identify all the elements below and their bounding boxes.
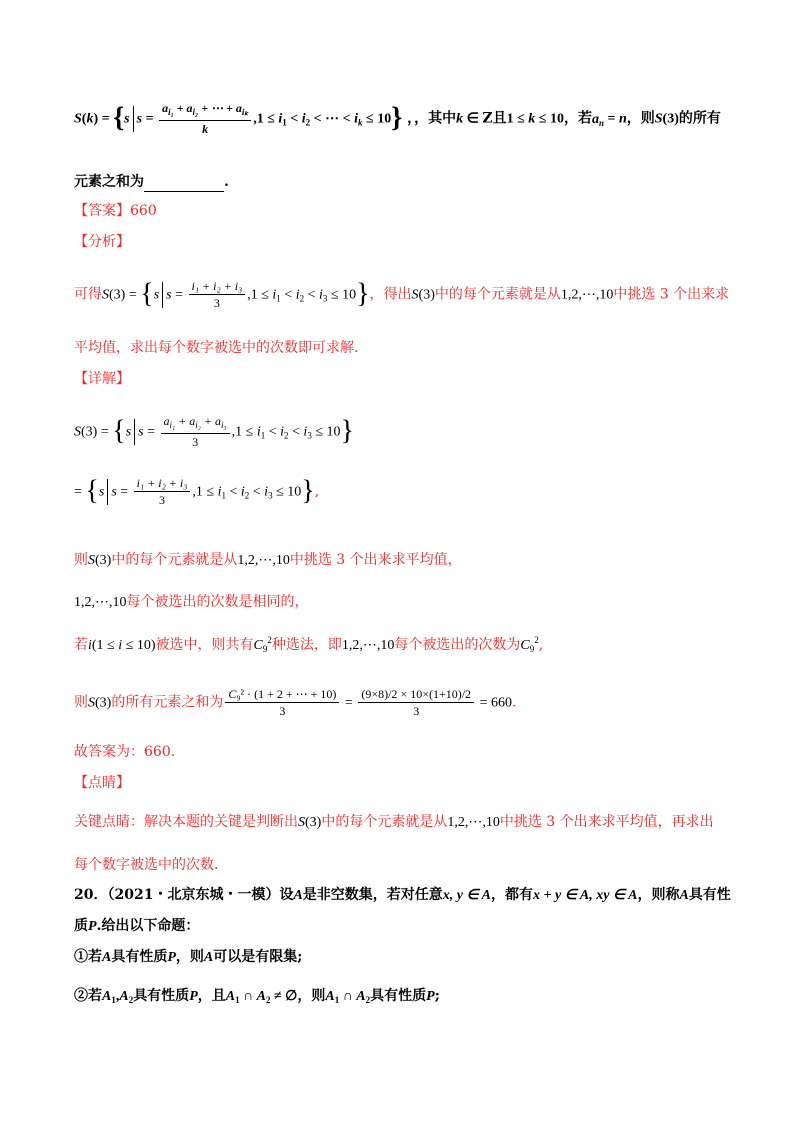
detail-line-ze: 则S(3)中的每个元素就是从1,2,⋯,10中挑选 3 个出来求平均值， [74, 552, 462, 568]
detail-tag-line [74, 369, 130, 389]
dianjing-line-1: 关键点睛：解决本题的关键是判断出S(3)中的每个元素就是从1,2,⋯,10中挑选 3 个出来求平均值，再求出 [74, 814, 714, 830]
q20-item-1: ①若A具有性质P，则A可以是有限集; [74, 949, 303, 965]
q20-item-2: ②若$A_1,A_2$具有性质P，且$A_1$ ∩ $A_2$ ≠ ∅，则$A_1$ ∩ $A_2$具有性质P; [74, 988, 440, 1005]
q19-text-ze: ，则 [626, 110, 655, 127]
q19-text-cond: 且 [492, 110, 507, 127]
q20-line2b: .给出以下命题： [96, 918, 200, 934]
analysis-zhong: 中的每个元素就是从 [434, 286, 561, 303]
detail-line-ruo: 若i(1 ≤ i ≤ 10)被选中，则共有$C_9^2$种选法，即1,2,⋯,10每个被选出的次数为$C_9^2$, [74, 635, 544, 654]
answer-tag: 【答案】 [74, 203, 130, 219]
dianjing-line1a: 关键点睛：解决本题的关键是判断出 [74, 814, 298, 830]
detail-line-same: 1,2,⋯,10每个被选出的次数是相同的， [74, 594, 309, 610]
q20-line-2: 质P.给出以下命题： [74, 918, 200, 934]
q20-a1: 是非空数集，若对任意 [302, 887, 443, 903]
detail-sum-mid: 的所有元素之和为 [111, 694, 224, 711]
q20-num: 20．（2021・北京东城・一模）设 [74, 887, 294, 903]
q20-a4: 具有性 [688, 887, 731, 903]
detail-mei: 每个被选出的次数为 [394, 637, 521, 653]
dianjing-line-2 [74, 855, 218, 875]
q20-item2b: 具有性质 [133, 988, 190, 1004]
detail-ze: 则 [74, 552, 88, 568]
detail-same: 每个被选出的次数是相同的， [126, 594, 309, 610]
analysis-tiao: 中挑选 3 个出来求 [613, 286, 730, 303]
detail-tag: 【详解】 [74, 371, 130, 387]
q20-item2e: 具有性质 [370, 988, 427, 1004]
detail-ruo: 若 [74, 637, 88, 653]
detail-final-text: 故答案为：660. [74, 744, 176, 760]
detail-eq-1: S(3) = {s s = $\frac{a_{i_1} + a_{i_2} + a_{i_3}}{3}$ $,1 \le i_1 < i_2 < i_3 \le 10$} [74, 414, 354, 449]
q20-item2d: ，则 [297, 988, 326, 1004]
answer-line [74, 201, 157, 221]
analysis-line-1: 可得S(3) = {s s = $\frac{\text{i₁ + i₂ + i₃}}{3}$ $,1 \le i_1 < i_2 < i_3 \le 10$}，得出S(3)中的每个元素就是从1,2,⋯,10中挑选 3 个出来求 [74, 278, 730, 310]
dianjing-line1b: 中的每个元素就是从 [321, 814, 448, 830]
answer-blank [144, 177, 224, 192]
q20-item2f: ; [434, 988, 440, 1004]
analysis-tag-line [74, 232, 130, 252]
dianjing-tag-line [74, 773, 130, 793]
period: . [224, 174, 229, 190]
fraction: $\frac{a_{i_1} + a_{i_2} + a_{i_3}}{3}$ [161, 413, 230, 450]
analysis-tag: 【分析】 [74, 234, 130, 250]
q20-a3: ，则称 [637, 887, 680, 903]
fraction: $\frac{\text{C₉² · (1 + 2 + ⋯ + 10)}}{3}$ [225, 686, 339, 719]
analysis-line2-text: 平均值，求出每个数字被选中的次数即可求解. [74, 340, 359, 356]
q19-text-a: ，，其中 [407, 110, 457, 127]
q19-text-ruo: ，若 [563, 110, 592, 127]
q19-definition-line: S(k) = {s s = $\frac{a_{i_1} + a_{i_2} + \cdots + a_{i_k}}{k}$ $,1 \le i_1 < i_2$ < ⋯ < $i_k \le 10$} ，，其中k ∈ Z且1 ≤ k ≤ 10，若$a_n = n$，则S(3)的所有 [74, 101, 721, 136]
dianjing-line2: 每个数字被选中的次数. [74, 857, 219, 873]
dianjing-line1c: 中挑选 3 个出来求平均值，再求出 [499, 814, 714, 830]
q20-item1b: 具有性质 [111, 949, 168, 965]
fraction: $\frac{\text{i₁ + i₂ + i₃}}{3}$ [189, 278, 246, 311]
detail-sum-pre: 则 [74, 694, 88, 711]
detail-bei: 被选中，则共有 [155, 637, 254, 653]
detail-zhong: 种选法，即 [271, 637, 342, 653]
fraction: $\frac{(9\times 8)/2 \times 10\times(1+10)/2}{3}$ [358, 686, 474, 719]
q20-a2: ，都有 [491, 887, 534, 903]
q20-item1: ①若 [74, 949, 102, 965]
q20-item1d: 可以是有限集; [213, 949, 303, 965]
q20-line2: 质 [74, 918, 88, 934]
detail-eq-2: = {s s = $\frac{\text{i₁ + i₂ + i₃}}{3}$ $,1 \le i_1 < i_2 < i_3 \le 10$}, [74, 475, 320, 507]
q20-item1c: ，则 [175, 949, 204, 965]
analysis-dechu: ，得出 [369, 286, 412, 303]
detail-line-sum: 则S(3)的所有元素之和为 $\frac{\text{C₉² · (1 + 2 + ⋯ + 10)}}{3}$ = $\frac{(9\times 8)/2 \times 10\times(1+10)/2}{3}$ = 660. [74, 687, 517, 718]
q19-blank-line [74, 172, 229, 192]
answer-value: 660 [130, 203, 157, 219]
q20-line-1: 20．（2021・北京东城・一模）设A是非空数集，若对任意x, y ∈ A，都有x + y ∈ A, xy ∈ A，则称A具有性 [74, 887, 731, 903]
detail-final [74, 742, 175, 762]
dianjing-tag: 【点睛】 [74, 775, 130, 791]
analysis-line-2 [74, 338, 358, 358]
q19-text-tail: 的所有 [678, 110, 721, 127]
fraction: $\frac{\text{i₁ + i₂ + i₃}}{3}$ [134, 475, 191, 508]
q20-item2: ②若 [74, 988, 102, 1004]
analysis-kede: 可得 [74, 286, 102, 303]
q19-line2-text: 元素之和为 [74, 174, 144, 190]
fraction: $\frac{a_{i_1} + a_{i_2} + \cdots + a_{i_k}}{k}$ [159, 100, 251, 137]
q20-item2c: ，且 [197, 988, 226, 1004]
detail-ze-mid: 中的每个元素就是从 [111, 552, 238, 568]
detail-ze-tail: 中挑选 3 个出来求平均值， [289, 552, 462, 568]
